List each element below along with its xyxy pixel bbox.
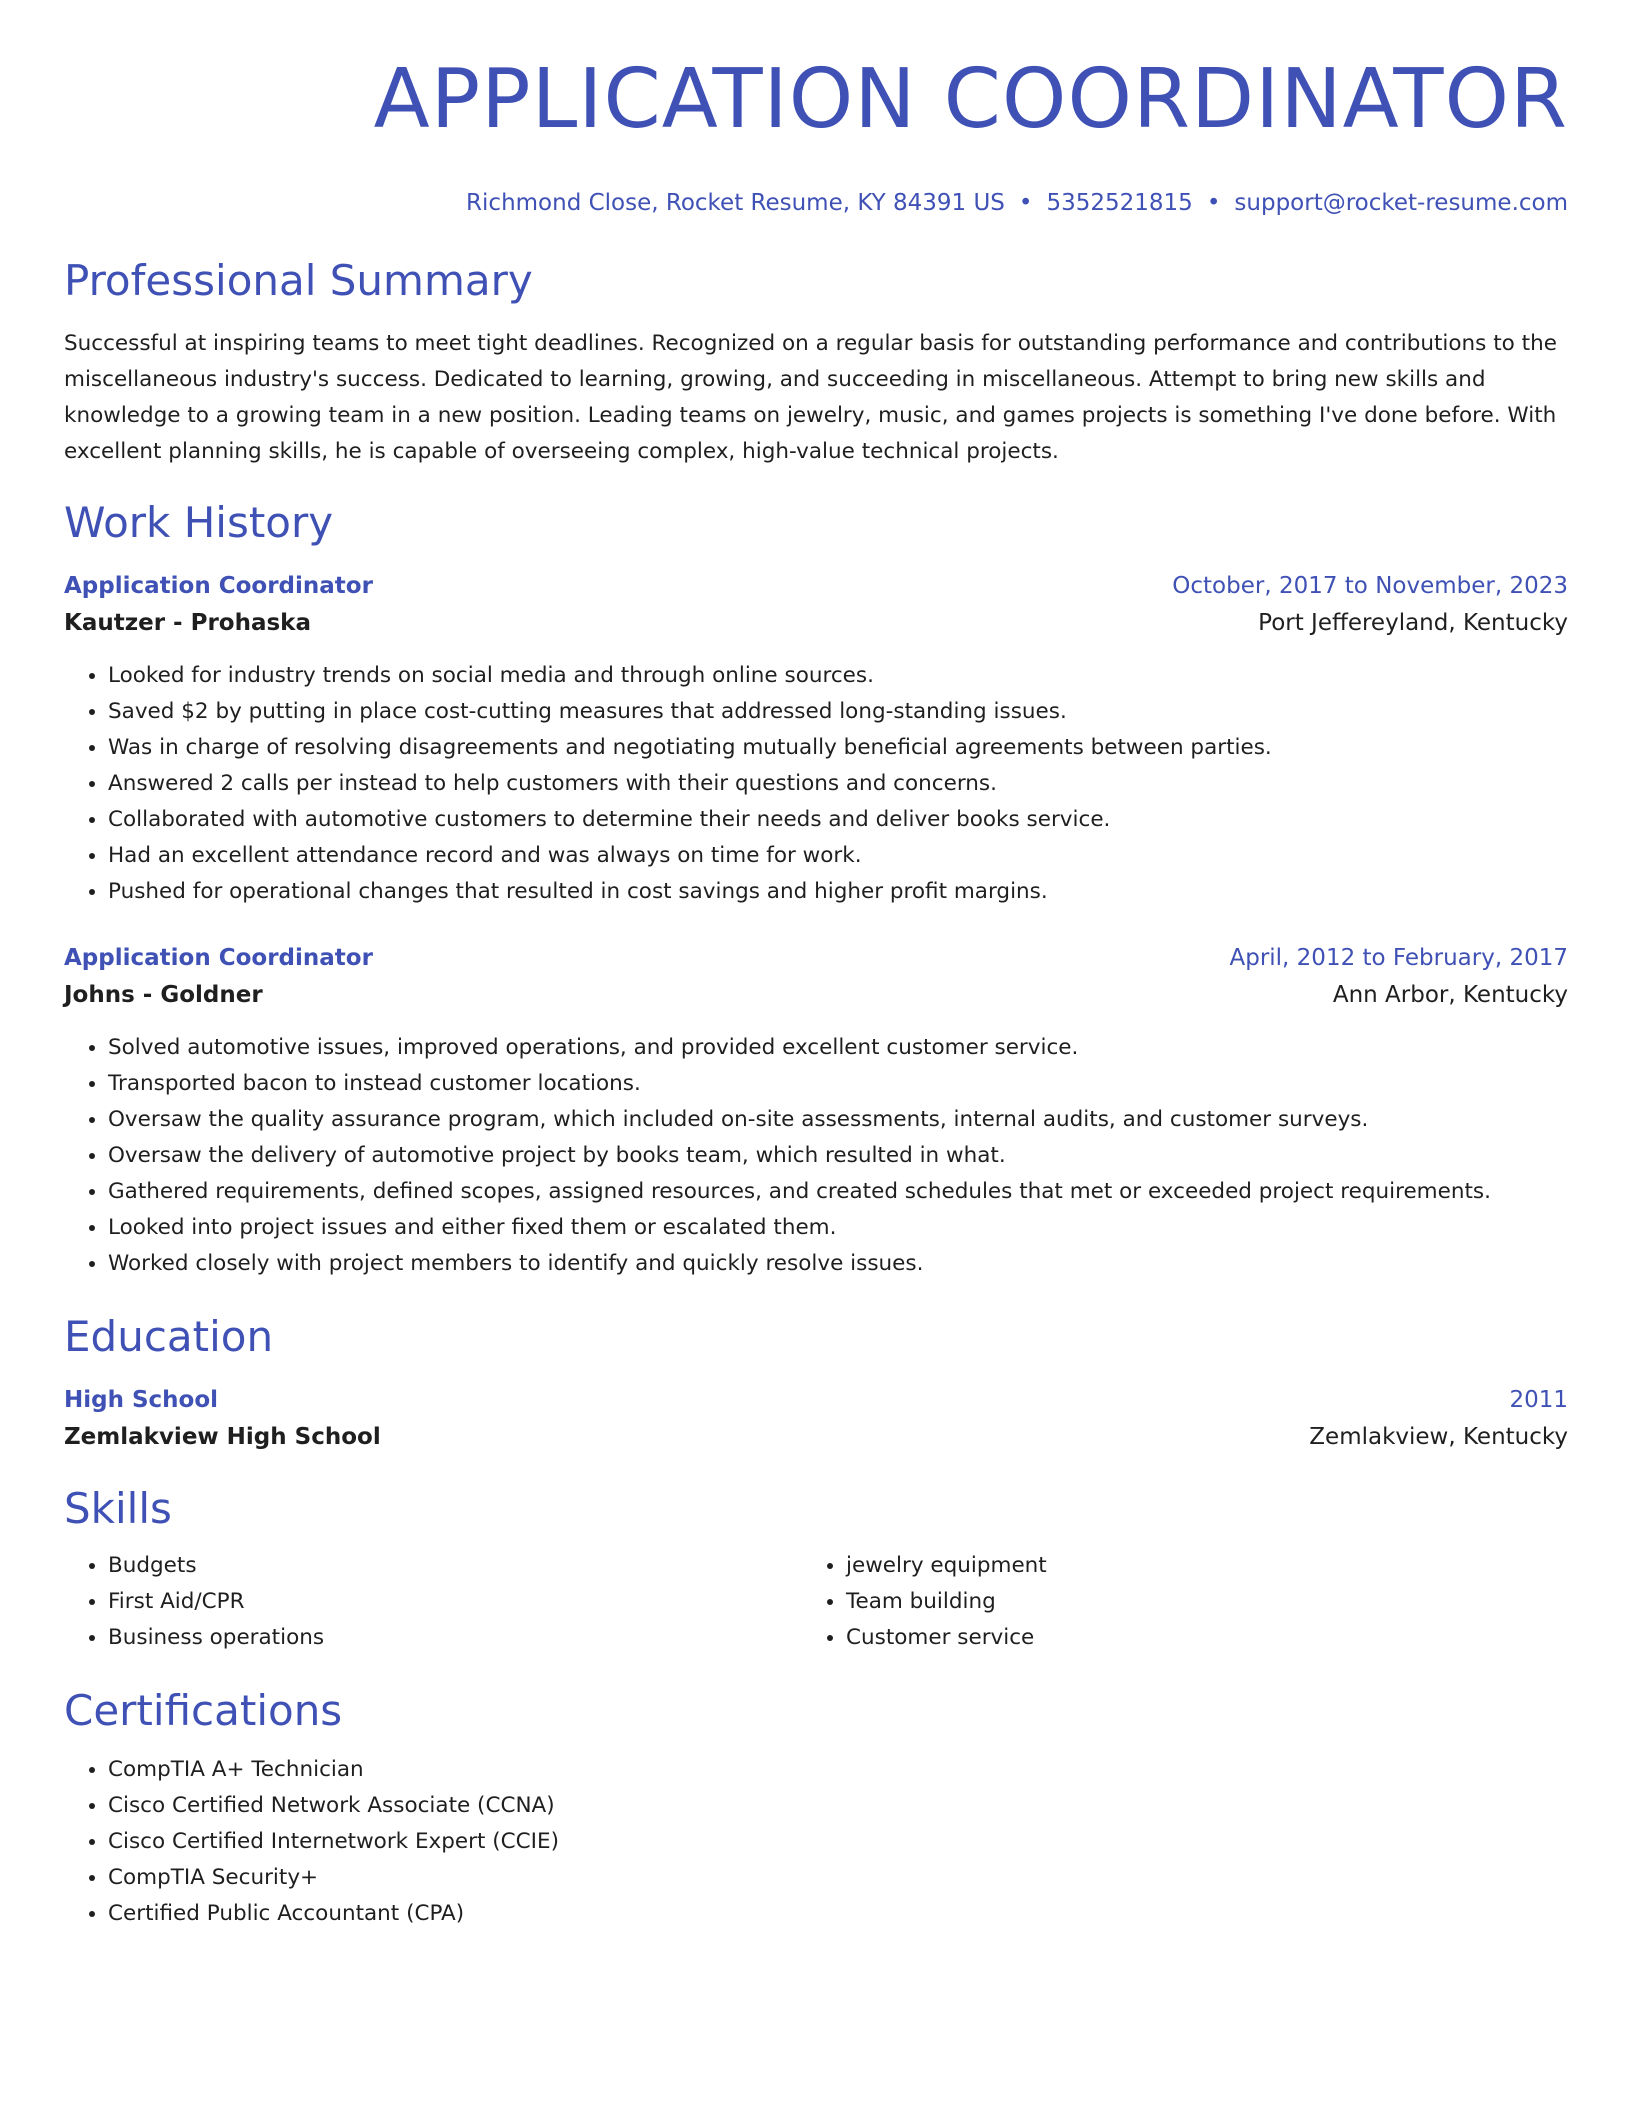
- education-degree: High School: [64, 1387, 219, 1413]
- skills-list: [64, 1548, 802, 1656]
- contact-separator: •: [1206, 190, 1221, 216]
- skill-item: • Team building: [846, 1584, 1540, 1620]
- education-school-row: [64, 1418, 1568, 1456]
- certifications-list: [64, 1752, 1568, 1932]
- contact-phone: 5352521815: [1046, 190, 1193, 216]
- job-header-row: [64, 568, 1568, 604]
- skills-column-right: [802, 1548, 1540, 1656]
- skill-item: • Customer service: [846, 1620, 1540, 1656]
- job-bullet: • Oversaw the delivery of automotive project by books team, which resulted in what.: [108, 1138, 1568, 1174]
- contact-separator: •: [1018, 190, 1033, 216]
- summary-heading: Professional Summary: [64, 256, 533, 305]
- job-company: Johns - Goldner: [64, 982, 263, 1008]
- job-company: Kautzer - Prohaska: [64, 610, 312, 636]
- skill-item: • jewelry equipment: [846, 1548, 1540, 1584]
- certifications-heading: Certifications: [64, 1686, 343, 1735]
- job-bullet: • Pushed for operational changes that resulted in cost savings and higher profit margins.: [108, 874, 1568, 910]
- skills-grid: [64, 1548, 1568, 1656]
- job-bullet: • Transported bacon to instead customer locations.: [108, 1066, 1568, 1102]
- job-bullet: • Looked into project issues and either fixed them or escalated them.: [108, 1210, 1568, 1246]
- job-location: Port Jeffereyland, Kentucky: [1258, 610, 1568, 636]
- job-bullet-list: [64, 658, 1568, 910]
- education-location: Zemlakview, Kentucky: [1309, 1424, 1568, 1450]
- job-entry: [64, 568, 1568, 910]
- job-dates: October, 2017 to November, 2023: [1172, 573, 1568, 599]
- job-entry: [64, 940, 1568, 1282]
- certification-item: • CompTIA Security+: [108, 1860, 1568, 1896]
- job-bullet: • Solved automotive issues, improved operations, and provided excellent customer service.: [108, 1030, 1568, 1066]
- contact-line: [64, 188, 1568, 218]
- skills-column-left: [64, 1548, 802, 1656]
- job-bullet: • Answered 2 calls per instead to help customers with their questions and concerns.: [108, 766, 1568, 802]
- job-bullet: • Was in charge of resolving disagreements and negotiating mutually beneficial agreements between parties.: [108, 730, 1568, 766]
- job-bullet: • Saved $2 by putting in place cost-cutting measures that addressed long-standing issues.: [108, 694, 1568, 730]
- job-company-row: [64, 976, 1568, 1014]
- work-history-heading: Work History: [64, 498, 334, 547]
- job-bullet-list: [64, 1030, 1568, 1282]
- certification-item: • Cisco Certified Network Associate (CCNA): [108, 1788, 1568, 1824]
- skills-heading: Skills: [64, 1484, 172, 1533]
- job-bullet: • Gathered requirements, defined scopes, assigned resources, and created schedules that met or exceeded project requirements.: [108, 1174, 1568, 1210]
- certification-item: • CompTIA A+ Technician: [108, 1752, 1568, 1788]
- education-school: Zemlakview High School: [64, 1424, 381, 1450]
- job-title: Application Coordinator: [64, 945, 373, 971]
- skills-list: [802, 1548, 1540, 1656]
- skill-item: • First Aid/CPR: [108, 1584, 802, 1620]
- job-dates: April, 2012 to February, 2017: [1229, 945, 1568, 971]
- resume-name: APPLICATION COORDINATOR: [373, 52, 1568, 147]
- job-title: Application Coordinator: [64, 573, 373, 599]
- job-bullet: • Had an excellent attendance record and was always on time for work.: [108, 838, 1568, 874]
- summary-text: Successful at inspiring teams to meet tight deadlines. Recognized on a regular basis for outstanding performance and contributions to the miscellaneous industry's success. Dedicated to learning, growing, and succeeding in miscellaneous. Attempt to bring new skills and knowledge to a growing team in a new position. Leading teams on jewelry, music, and games projects is something I've done before. With excellent planning skills, he is capable of overseeing complex, high-value technical projects.: [64, 331, 1557, 464]
- job-header-row: [64, 940, 1568, 976]
- skill-item: • Business operations: [108, 1620, 802, 1656]
- education-header-row: [64, 1382, 1568, 1418]
- education-entry: [64, 1382, 1568, 1456]
- contact-email: support@rocket-resume.com: [1234, 190, 1568, 216]
- job-bullet: • Looked for industry trends on social media and through online sources.: [108, 658, 1568, 694]
- job-bullet: • Worked closely with project members to identify and quickly resolve issues.: [108, 1246, 1568, 1282]
- certification-item: • Certified Public Accountant (CPA): [108, 1896, 1568, 1932]
- job-bullet: • Oversaw the quality assurance program, which included on-site assessments, internal audits, and customer surveys.: [108, 1102, 1568, 1138]
- skill-item: • Budgets: [108, 1548, 802, 1584]
- contact-address: Richmond Close, Rocket Resume, KY 84391 US: [466, 190, 1005, 216]
- education-heading: Education: [64, 1312, 274, 1361]
- certification-item: • Cisco Certified Internetwork Expert (CCIE): [108, 1824, 1568, 1860]
- job-bullet: • Collaborated with automotive customers to determine their needs and deliver books service.: [108, 802, 1568, 838]
- education-year: 2011: [1509, 1387, 1568, 1413]
- job-location: Ann Arbor, Kentucky: [1332, 982, 1568, 1008]
- job-company-row: [64, 604, 1568, 642]
